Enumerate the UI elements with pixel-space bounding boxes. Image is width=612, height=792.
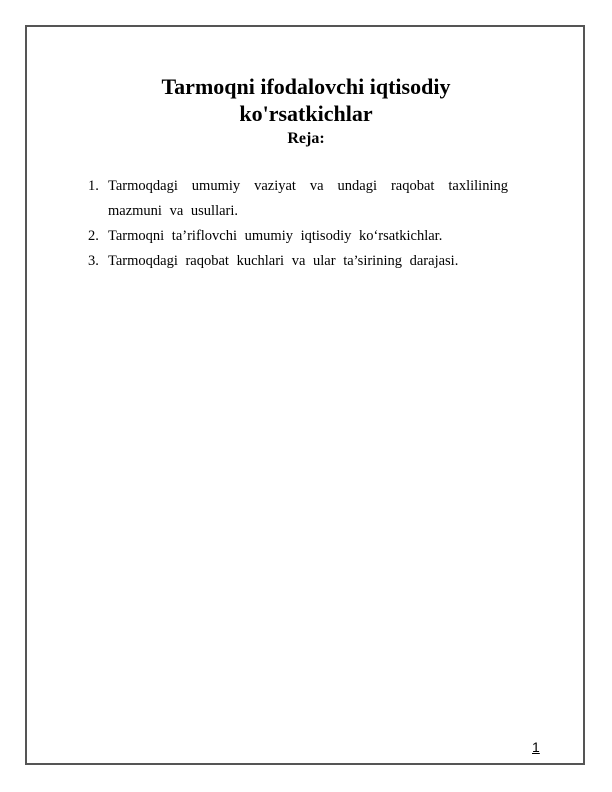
plan-item-text-line-2: mazmuni va usullari. xyxy=(108,203,239,219)
plan-item-text-line-1: Tarmoqdagi umumiy vaziyat va undagi raqobat taxlilining xyxy=(108,178,508,194)
plan-item-2 xyxy=(88,224,508,249)
document-title-line-2: ko'rsatkichlar xyxy=(239,101,373,126)
plan-item-number: 2. xyxy=(88,228,99,244)
document-title-line-1: Tarmoqni ifodalovchi iqtisodiy xyxy=(161,74,451,99)
plan-list xyxy=(88,174,508,274)
plan-item-3 xyxy=(88,249,508,274)
plan-item-text: Tarmoqni ta’riflovchi umumiy iqtisodiy ko‘rsatkichlar. xyxy=(108,228,443,244)
plan-item-text: Tarmoqdagi raqobat kuchlari va ular ta’sirining darajasi. xyxy=(108,253,459,269)
plan-item-number: 1. xyxy=(88,178,99,194)
plan-item-number: 3. xyxy=(88,253,99,269)
plan-item-1 xyxy=(88,174,508,224)
plan-heading: Reja: xyxy=(287,130,325,147)
page-number: 1 xyxy=(532,739,540,755)
